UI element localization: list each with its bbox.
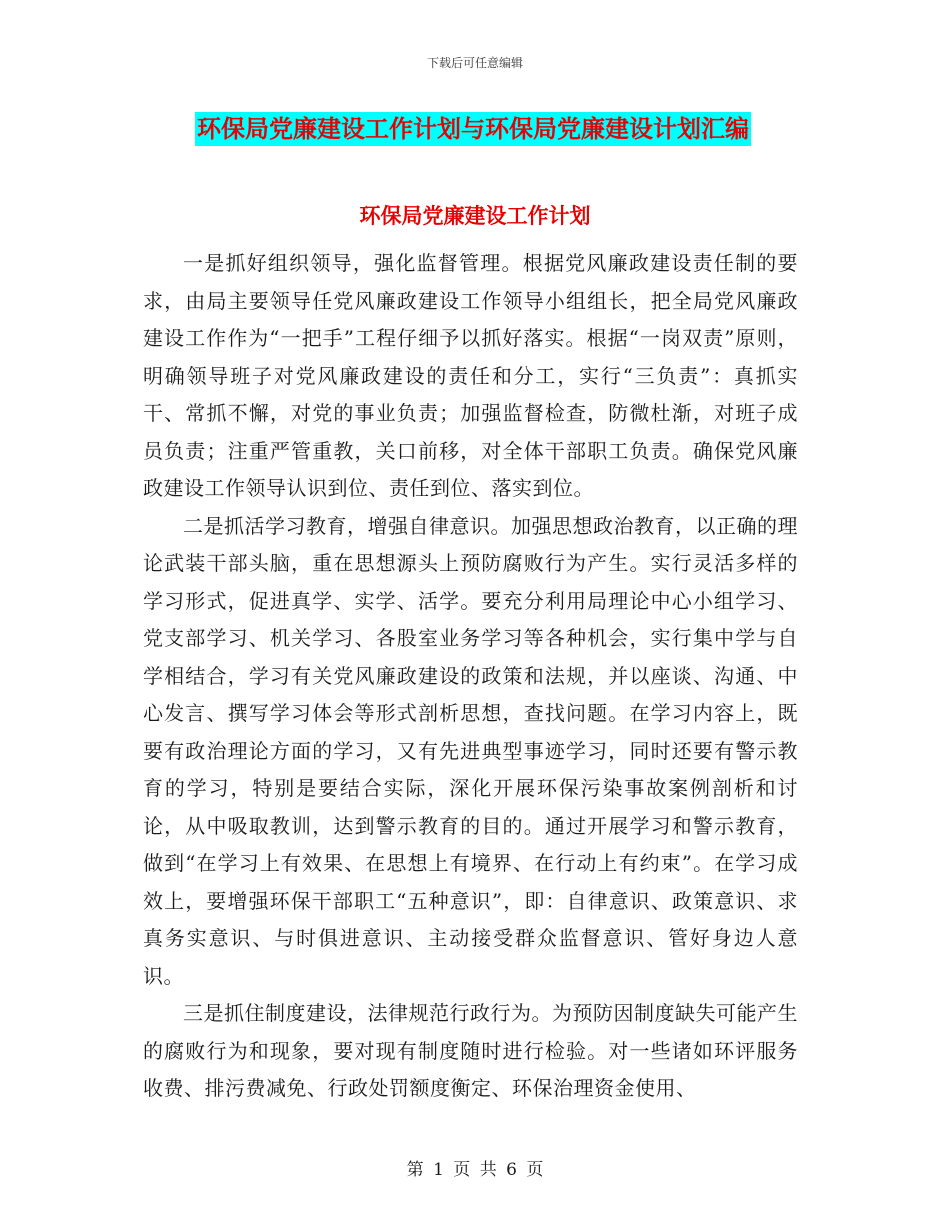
document-body [143, 245, 798, 1108]
document-main-title: 环保局党廉建设工作计划与环保局党廉建设计划汇编 [195, 112, 751, 146]
paragraph-2: 二是抓活学习教育，增强自律意识。加强思想政治教育，以正确的理论武装干部头脑，重在思想源头上预防腐败行为产生。实行灵活多样的学习形式，促进真学、实学、活学。要充分利用局理论中心小组学习、党支部学习、机关学习、各股室业务学习等各种机会，实行集中学与自学相结合，学习有关党风廉政建设的政策和法规，并以座谈、沟通、中心发言、撰写学习体会等形式剖析思想，查找问题。在学习内容上，既要有政治理论方面的学习，又有先进典型事迹学习，同时还要有警示教育的学习，特别是要结合实际，深化开展环保污染事故案例剖析和讨论，从中吸取教训，达到警示教育的目的。通过开展学习和警示教育，做到“在学习上有效果、在思想上有境界、在行动上有约束”。在学习成效上，要增强环保干部职工“五种意识”，即：自律意识、政策意识、求真务实意识、与时俱进意识、主动接受群众监督意识、管好身边人意识。 [143, 513, 798, 988]
page-header-note: 下载后可任意编辑 [426, 56, 523, 70]
page-number-footer: 第 1 页 共 6 页 [406, 1160, 544, 1180]
paragraph-3: 三是抓住制度建设，法律规范行政行为。为预防因制度缺失可能产生的腐败行为和现象，要对现有制度随时进行检验。对一些诸如环评服务收费、排污费减免、行政处罚额度衡定、环保治理资金使用、 [143, 1001, 798, 1100]
section-title: 环保局党廉建设工作计划 [359, 204, 591, 228]
paragraph-1: 一是抓好组织领导，强化监督管理。根据党风廉政建设责任制的要求，由局主要领导任党风廉政建设工作领导小组组长，把全局党风廉政建设工作作为“一把手”工程仔细予以抓好落实。根据“一岗双责”原则，明确领导班子对党风廉政建设的责任和分工，实行“三负责”：真抓实干、常抓不懈，对党的事业负责；加强监督检查，防微杜渐，对班子成员负责；注重严管重教，关口前移，对全体干部职工负责。确保党风廉政建设工作领导认识到位、责任到位、落实到位。 [143, 251, 798, 500]
